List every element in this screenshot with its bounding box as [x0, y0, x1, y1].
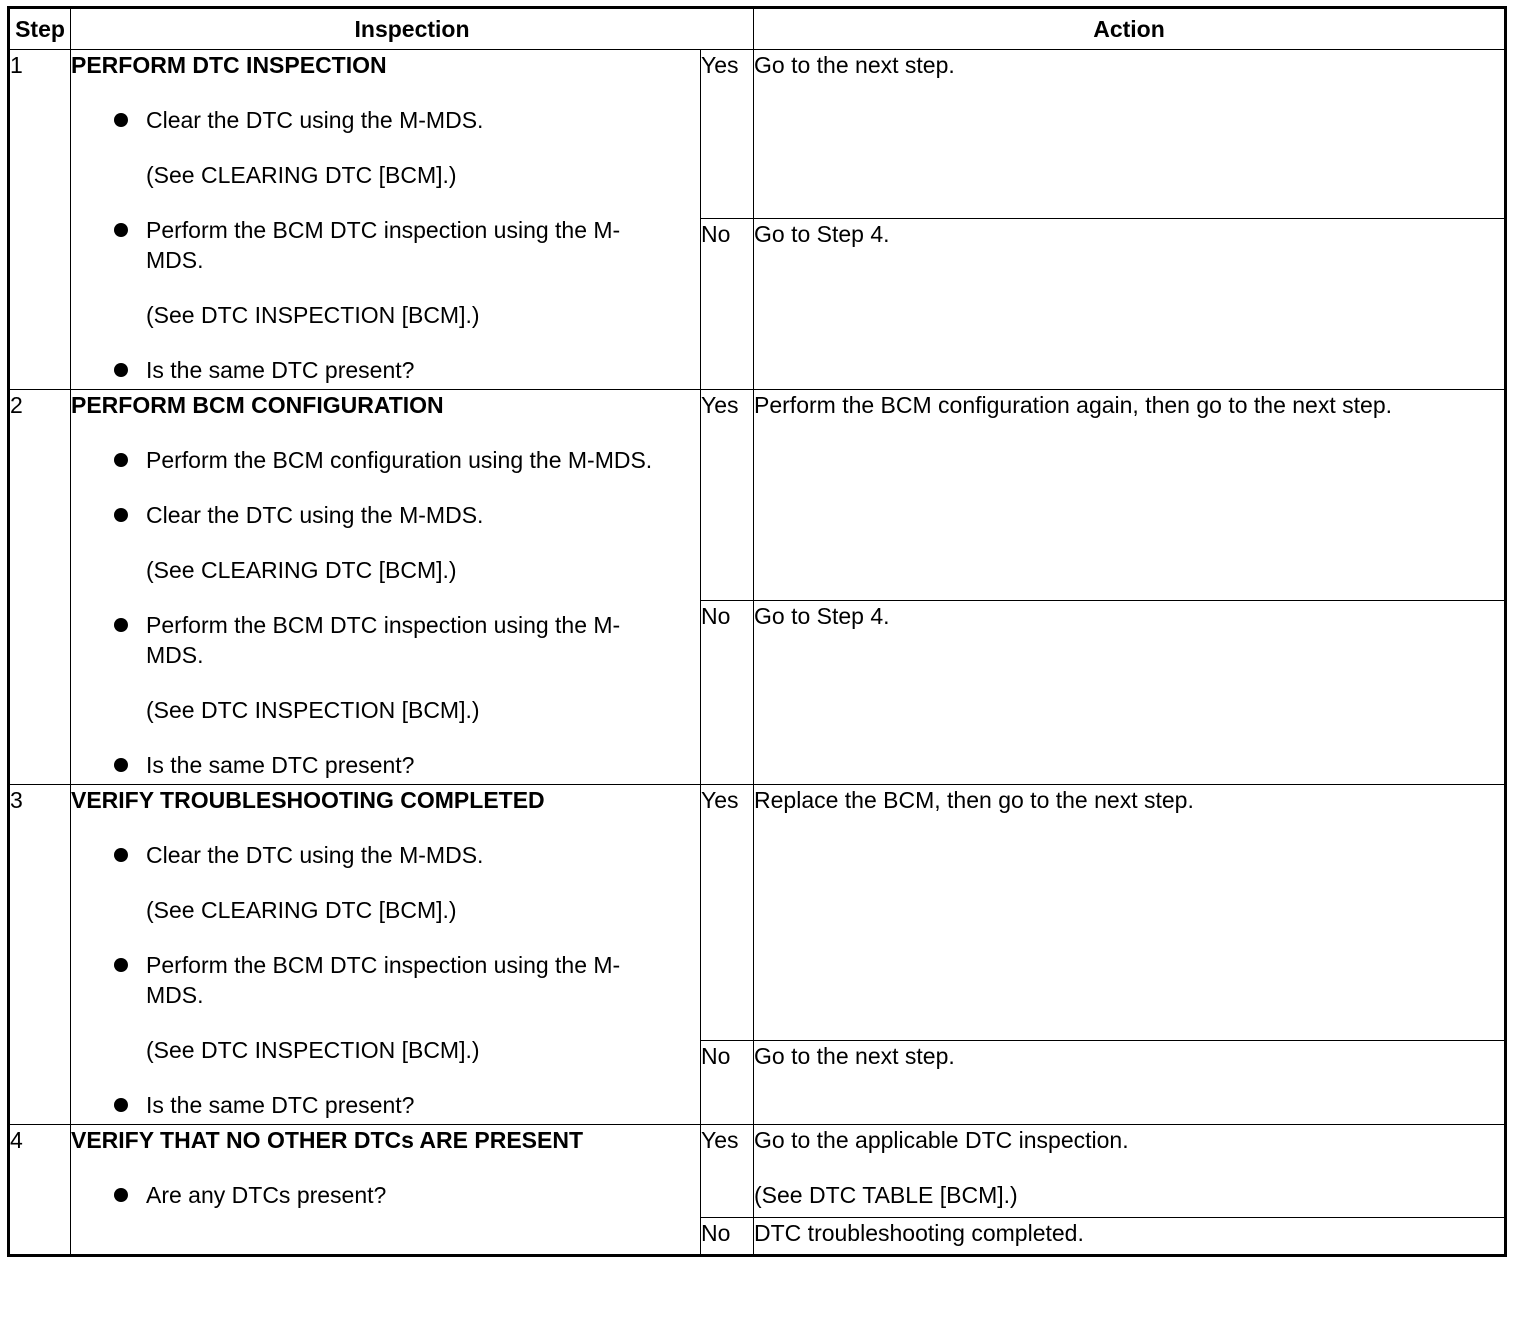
bullet-icon [114, 508, 128, 522]
item-text: Perform the BCM DTC inspection using the M-MDS. [146, 217, 621, 273]
action-text: DTC troubleshooting completed. [754, 1220, 1084, 1246]
header-step: Step [9, 8, 71, 50]
table-header-row [9, 8, 1506, 50]
list-item [71, 215, 700, 330]
inspection-cell [71, 1125, 701, 1256]
bullet-icon [114, 363, 128, 377]
no-label: No [701, 1041, 754, 1125]
bullet-icon [114, 1098, 128, 1112]
list-item [71, 610, 700, 725]
yes-action [754, 785, 1506, 1041]
troubleshooting-table [7, 6, 1507, 1257]
step-number: 4 [9, 1125, 71, 1256]
step-number: 2 [9, 390, 71, 785]
action-text: Perform the BCM configuration again, then go to the next step. [754, 392, 1392, 418]
item-text: Is the same DTC present? [146, 752, 415, 778]
inspection-list [71, 1180, 700, 1210]
no-action [754, 1218, 1506, 1256]
yes-action [754, 1125, 1506, 1218]
item-text: Is the same DTC present? [146, 1092, 415, 1118]
step-1 [9, 50, 1506, 390]
yes-label: Yes [701, 390, 754, 601]
inspection-cell [71, 785, 701, 1125]
item-text: Perform the BCM configuration using the M-MDS. [146, 447, 653, 473]
list-item [71, 355, 700, 385]
step-title: VERIFY THAT NO OTHER DTCs ARE PRESENT [71, 1127, 584, 1153]
inspection-cell [71, 50, 701, 390]
step-2 [9, 390, 1506, 785]
step-number: 1 [9, 50, 71, 390]
inspection-list [71, 105, 700, 385]
list-item [71, 500, 700, 585]
item-reference: (See CLEARING DTC [BCM].) [146, 897, 457, 923]
item-reference: (See DTC INSPECTION [BCM].) [146, 697, 480, 723]
header-inspection: Inspection [71, 8, 754, 50]
table-row [9, 785, 1506, 1041]
step-number: 3 [9, 785, 71, 1125]
list-item [71, 1180, 700, 1210]
item-text: Is the same DTC present? [146, 357, 415, 383]
action-text: Go to Step 4. [754, 603, 890, 629]
item-text: Clear the DTC using the M-MDS. [146, 107, 484, 133]
item-reference: (See CLEARING DTC [BCM].) [146, 162, 457, 188]
no-action [754, 1041, 1506, 1125]
step-title: VERIFY TROUBLESHOOTING COMPLETED [71, 787, 545, 813]
yes-label: Yes [701, 785, 754, 1041]
yes-label: Yes [701, 50, 754, 219]
action-text: Go to Step 4. [754, 221, 890, 247]
no-action [754, 601, 1506, 785]
bullet-icon [114, 848, 128, 862]
bullet-icon [114, 618, 128, 632]
yes-action [754, 390, 1506, 601]
item-text: Are any DTCs present? [146, 1182, 387, 1208]
bullet-icon [114, 758, 128, 772]
step-4 [9, 1125, 1506, 1256]
step-title: PERFORM DTC INSPECTION [71, 52, 387, 78]
list-item [71, 105, 700, 190]
bullet-icon [114, 958, 128, 972]
list-item [71, 950, 700, 1065]
bullet-icon [114, 1188, 128, 1202]
list-item [71, 1090, 700, 1120]
action-reference: (See DTC TABLE [BCM].) [754, 1182, 1018, 1208]
table-row [9, 390, 1506, 601]
yes-action [754, 50, 1506, 219]
list-item [71, 750, 700, 780]
item-text: Perform the BCM DTC inspection using the M-MDS. [146, 612, 621, 668]
step-3 [9, 785, 1506, 1125]
action-text: Go to the next step. [754, 1043, 955, 1069]
bullet-icon [114, 453, 128, 467]
bullet-icon [114, 223, 128, 237]
no-label: No [701, 601, 754, 785]
inspection-cell [71, 390, 701, 785]
inspection-list [71, 445, 700, 780]
table-row [9, 50, 1506, 219]
action-text: Replace the BCM, then go to the next step. [754, 787, 1194, 813]
item-reference: (See DTC INSPECTION [BCM].) [146, 1037, 480, 1063]
header-action: Action [754, 8, 1506, 50]
action-text: Go to the applicable DTC inspection. [754, 1127, 1129, 1153]
item-text: Perform the BCM DTC inspection using the M-MDS. [146, 952, 621, 1008]
table-row [9, 1125, 1506, 1218]
item-reference: (See CLEARING DTC [BCM].) [146, 557, 457, 583]
action-text: Go to the next step. [754, 52, 955, 78]
yes-label: Yes [701, 1125, 754, 1218]
item-reference: (See DTC INSPECTION [BCM].) [146, 302, 480, 328]
item-text: Clear the DTC using the M-MDS. [146, 842, 484, 868]
no-label: No [701, 1218, 754, 1256]
item-text: Clear the DTC using the M-MDS. [146, 502, 484, 528]
inspection-list [71, 840, 700, 1120]
bullet-icon [114, 113, 128, 127]
no-label: No [701, 219, 754, 390]
list-item [71, 445, 700, 475]
step-title: PERFORM BCM CONFIGURATION [71, 392, 444, 418]
no-action [754, 219, 1506, 390]
list-item [71, 840, 700, 925]
